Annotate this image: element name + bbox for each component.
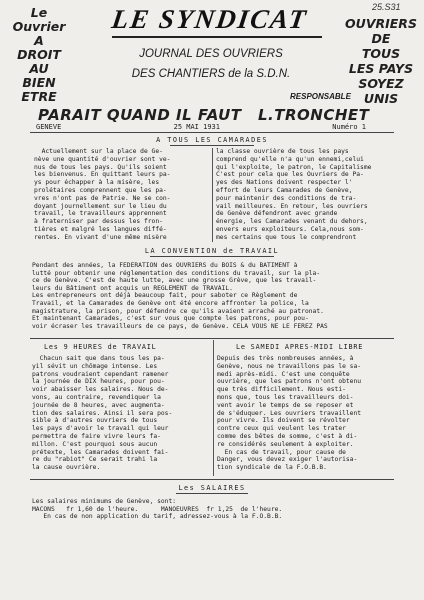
- newspaper-title: LE SYNDICAT: [109, 4, 310, 34]
- left-slogan-line: A: [34, 33, 44, 48]
- title-underline: [112, 36, 322, 38]
- article-heading: Le SAMEDI APRES-MIDI LIBRE: [236, 343, 364, 351]
- publication-banner: PARAIT QUAND IL FAUT: [38, 106, 242, 124]
- article-column-right: Depuis des très nombreuses années, à Genève, nous ne travaillons pas le sa- medi après-midi. C'est une conquête ouvrière, que les patrons n'ont obtenu que très difficilement. Nous esti- mons que, tous les travailleurs doi- vent avoir le temps de se reposer et de s'éduquer. Les ouvriers travaillent pour vivre. Ils doivent se révolter contre ceux qui veulent les trater comme des bêtes de somme, c'est à di- re considérés seulement à exploiter. En cas de travail, pour cause de Danger, vous devez exiger l'autorisa- tion syndicale de la F.O.B.B.: [217, 355, 362, 472]
- article-heading: A TOUS LES CAMARADES: [156, 136, 268, 144]
- header-divider: [30, 132, 394, 133]
- left-slogan-line: AU: [29, 61, 49, 76]
- handwritten-note: 25.S31: [372, 2, 401, 12]
- right-slogan-line: OUVRIERS: [345, 16, 417, 31]
- column-divider: [213, 340, 214, 476]
- right-slogan-line: UNIS: [363, 91, 399, 106]
- left-slogan-line: Le Ouvrier: [12, 5, 66, 34]
- right-slogan-line: DE: [371, 31, 391, 46]
- issue-number: Numéro 1: [332, 123, 366, 131]
- article-column-right: la classe ouvrière de tous les pays comprend qu'elle n'a qu'un ennemi,celui qui l'exploite, le patron, le Capitalisme C'est pour cela que les Ouvriers de Pa- yes des Nations doivent respecter l' effort de leurs Camarades de Genève, pour maintenir des conditions de tra- vail meilleures. En retour, les ouvriers de Genève défendront avec grande énergie, les Camarades venant du dehors, envers eurs exploiteurs. Cela,nous som- mes certains que tous le comprendront: [216, 148, 372, 241]
- section-divider: [30, 479, 394, 480]
- responsable-label: RESPONSABLE: [290, 92, 351, 101]
- right-slogan-line: TOUS: [361, 46, 401, 61]
- responsable-name: L.TRONCHET: [258, 106, 370, 124]
- heading-underline: [176, 493, 248, 494]
- right-slogan-line: SOYEZ: [358, 76, 404, 91]
- subtitle-line: DES CHANTIERS de la S.D.N.: [131, 68, 291, 80]
- article-heading: Les SALAIRES: [178, 484, 246, 492]
- newspaper-subtitle: [86, 44, 336, 84]
- article-heading: Les 9 HEURES de TRAVAIL: [44, 343, 157, 351]
- dateline: [36, 123, 366, 131]
- subtitle-line: JOURNAL DES OUVRIERS: [139, 48, 283, 60]
- article-body: Pendant des années, la FEDERATION des OUVRIERS du BOIS & du BATIMENT à lutté pour obtenir une réglementation des conditions du travail, sur la pla- ce de Genève. C'est de haute lutte, avec une grosse Grève, que les travail- leurs du Bâtiment ont acquis un REGLEMENT de TRAVAIL. Les entrepreneurs ont déjà beaucoup fait, pour saboter ce Règlement de Travail, et la Camarades de Genève ont été encore affronter la police, la magistrature, la prison, pour défendre ce qu'ils avaient arraché au patronat. Et maintenant Camarades, c'est sur vous que compte les patrons, pour pou- voir écraser les travailleurs de ce pays, de Genève. CELA VOUS NE LE FEREZ PAS: [32, 262, 328, 330]
- article-column-left: Chacun sait que dans tous les pa- yil sévit un chômage intense. Les patrons voudraient cependant ramener la journée de DIX heures, pour pou- voir abaisser les salaires. Nous de- vons, au contraire, revendiquer la journée de 8 heures, avec augmenta- tion des salaires. Ainsi il sera pos- sible à d'autres ouvriers de tous les pays d'avoir le travail qui leur permettra de faire vivre leurs fa- millon. C'est pourquoi sous aucun prétexte, les Camarades doivent fai- re du "rabiot" Ce serait trahi la la cause ouvrière.: [32, 355, 173, 472]
- left-slogan-line: BIEN ETRE: [21, 75, 57, 104]
- article-body: Les salaires minimums de Genève, sont: MACONS fr 1,60 de l'heure. MANOEUVRES fr 1,25 de l'heure. En cas de non application du tarif, adressez-vous à la F.O.B.B.: [32, 498, 283, 521]
- issue-date: 25 MAI 1931: [173, 123, 220, 131]
- city: GENEVE: [36, 123, 62, 131]
- heading-underline: [150, 256, 274, 257]
- column-divider: [212, 148, 213, 242]
- article-heading: LA CONVENTION de TRAVAIL: [144, 247, 280, 255]
- right-slogan: [342, 16, 420, 106]
- section-divider: [30, 338, 394, 339]
- left-slogan: [6, 6, 72, 104]
- left-slogan-line: DROIT: [17, 47, 61, 62]
- article-column-left: Actuellement sur la place de Ge- nève une quantité d'ouvrier sont ve- nus de tous les pays. Qu'ils soient les bienvenus. En quittant leurs pa- ys pour échapper à la misère, les prolétaires comprennent que les pa- vres n'ont pas de Patrie. Ne se con- doyant journellement sur le lieu du travail, le travailleurs apprennent à fraterniser par dessus les fron- tières et malgré les langues diffé- rentes. En vivant d'une même misère: [34, 148, 171, 241]
- right-slogan-line: LES PAYS: [348, 61, 414, 76]
- heading-underline: [170, 145, 254, 146]
